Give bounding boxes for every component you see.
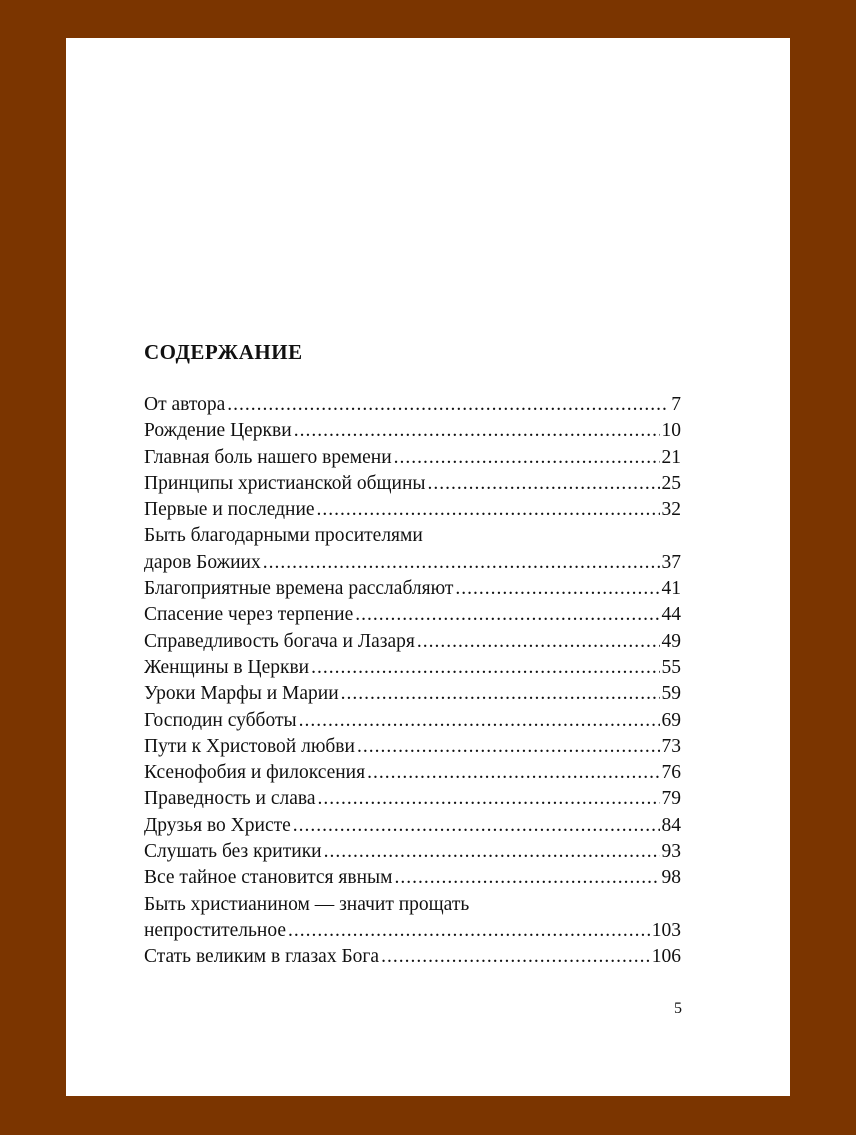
toc-entry-17 xyxy=(144,839,681,865)
toc-entry-page: 25 xyxy=(661,472,681,494)
toc-entry-title: Все тайное становится явным xyxy=(144,867,393,889)
dot-leader xyxy=(341,681,660,707)
dot-leader xyxy=(299,708,660,734)
toc-entry-3 xyxy=(144,445,681,471)
toc-entry-4 xyxy=(144,471,681,497)
toc-line xyxy=(144,681,681,707)
toc-line xyxy=(144,839,681,865)
toc-line xyxy=(144,865,681,891)
dot-leader xyxy=(294,418,660,444)
toc-entry-14 xyxy=(144,760,681,786)
toc-entry-10 xyxy=(144,655,681,681)
dot-leader xyxy=(367,760,659,786)
toc-line xyxy=(144,944,681,970)
toc-entry-5 xyxy=(144,497,681,523)
dot-leader xyxy=(293,813,660,839)
toc-entry-page: 93 xyxy=(661,841,681,863)
toc-entry-title: Первые и последние xyxy=(144,499,315,521)
dot-leader xyxy=(317,786,659,812)
toc-entry-page: 98 xyxy=(661,867,681,889)
toc-line xyxy=(144,523,681,549)
dot-leader xyxy=(324,839,660,865)
toc-line xyxy=(144,813,681,839)
toc-entry-page: 55 xyxy=(661,656,681,678)
dot-leader xyxy=(288,918,650,944)
toc-entry-2 xyxy=(144,418,681,444)
toc-entry-page: 106 xyxy=(651,946,681,968)
toc-line xyxy=(144,629,681,655)
toc-entry-title: Женщины в Церкви xyxy=(144,656,310,678)
toc-entry-19 xyxy=(144,892,681,945)
toc-line xyxy=(144,760,681,786)
toc-entry-7 xyxy=(144,576,681,602)
toc-entry-6 xyxy=(144,523,681,576)
toc-entry-title: Спасение через терпение xyxy=(144,604,354,626)
toc-entry-page: 84 xyxy=(661,814,681,836)
toc-entry-page: 49 xyxy=(661,630,681,652)
toc-line xyxy=(144,602,681,628)
toc-entry-title: Ксенофобия и филоксения xyxy=(144,762,366,784)
toc-line xyxy=(144,392,681,418)
toc-entry-page: 10 xyxy=(661,420,681,442)
toc-line xyxy=(144,445,681,471)
dot-leader xyxy=(227,392,669,418)
toc-entry-page: 76 xyxy=(661,762,681,784)
page-number: 5 xyxy=(674,1000,682,1017)
toc-entry-title: Праведность и слава xyxy=(144,788,316,810)
toc-entry-title: Стать великим в глазах Бога xyxy=(144,946,380,968)
toc-entry-title: Справедливость богача и Лазаря xyxy=(144,630,415,652)
toc-entry-15 xyxy=(144,786,681,812)
toc-entry-page: 21 xyxy=(661,446,681,468)
toc-entry-title-line1: Быть христианином — значит прощать xyxy=(144,893,470,915)
toc-line xyxy=(144,734,681,760)
toc-entry-page: 44 xyxy=(661,604,681,626)
toc-line xyxy=(144,918,681,944)
toc-line xyxy=(144,418,681,444)
toc-entry-20 xyxy=(144,944,681,970)
toc-line xyxy=(144,550,681,576)
toc-line xyxy=(144,655,681,681)
dot-leader xyxy=(394,445,660,471)
toc-entry-page: 73 xyxy=(661,735,681,757)
toc-line xyxy=(144,708,681,734)
dot-leader xyxy=(381,944,650,970)
toc-entry-9 xyxy=(144,629,681,655)
toc-entry-page: 32 xyxy=(661,499,681,521)
dot-leader xyxy=(355,602,659,628)
toc-entry-11 xyxy=(144,681,681,707)
toc-line xyxy=(144,786,681,812)
dot-leader xyxy=(427,471,659,497)
toc-entry-title: От автора xyxy=(144,394,226,415)
toc-entry-title: даров Божиих xyxy=(144,551,261,573)
toc-entry-8 xyxy=(144,602,681,628)
dot-leader xyxy=(417,629,660,655)
contents-heading: СОДЕРЖАНИЕ xyxy=(144,340,303,364)
toc-entry-page: 69 xyxy=(661,709,681,731)
toc-entry-title: Слушать без критики xyxy=(144,841,322,863)
toc-entry-1 xyxy=(144,392,681,418)
book-page xyxy=(66,38,790,1096)
toc-entry-page: 59 xyxy=(661,683,681,705)
toc-entry-title: Благоприятные времена расслабляют xyxy=(144,578,454,600)
toc-entry-16 xyxy=(144,813,681,839)
toc-entry-page: 103 xyxy=(651,919,681,941)
toc-entry-title: непростительное xyxy=(144,919,287,941)
toc-line xyxy=(144,576,681,602)
dot-leader xyxy=(311,655,659,681)
toc-entry-title-line1: Быть благодарными просителями xyxy=(144,525,423,547)
toc-entry-title: Главная боль нашего времени xyxy=(144,446,392,468)
toc-entry-title: Пути к Христовой любви xyxy=(144,735,355,757)
toc-entry-18 xyxy=(144,865,681,891)
toc-entry-title: Господин субботы xyxy=(144,709,297,731)
table-of-contents xyxy=(144,392,681,971)
dot-leader xyxy=(455,576,659,602)
toc-entry-page: 37 xyxy=(661,551,681,573)
dot-leader xyxy=(394,865,659,891)
toc-entry-page: 7 xyxy=(671,394,681,415)
toc-line xyxy=(144,892,681,918)
toc-entry-12 xyxy=(144,708,681,734)
toc-line xyxy=(144,471,681,497)
toc-entry-title: Друзья во Христе xyxy=(144,814,291,836)
toc-line xyxy=(144,497,681,523)
toc-entry-13 xyxy=(144,734,681,760)
toc-entry-page: 41 xyxy=(661,578,681,600)
toc-entry-page: 79 xyxy=(661,788,681,810)
dot-leader xyxy=(263,550,660,576)
toc-entry-title: Рождение Церкви xyxy=(144,420,292,442)
dot-leader xyxy=(317,497,660,523)
toc-entry-title: Уроки Марфы и Марии xyxy=(144,683,339,705)
toc-entry-title: Принципы христианской общины xyxy=(144,472,426,494)
dot-leader xyxy=(357,734,660,760)
